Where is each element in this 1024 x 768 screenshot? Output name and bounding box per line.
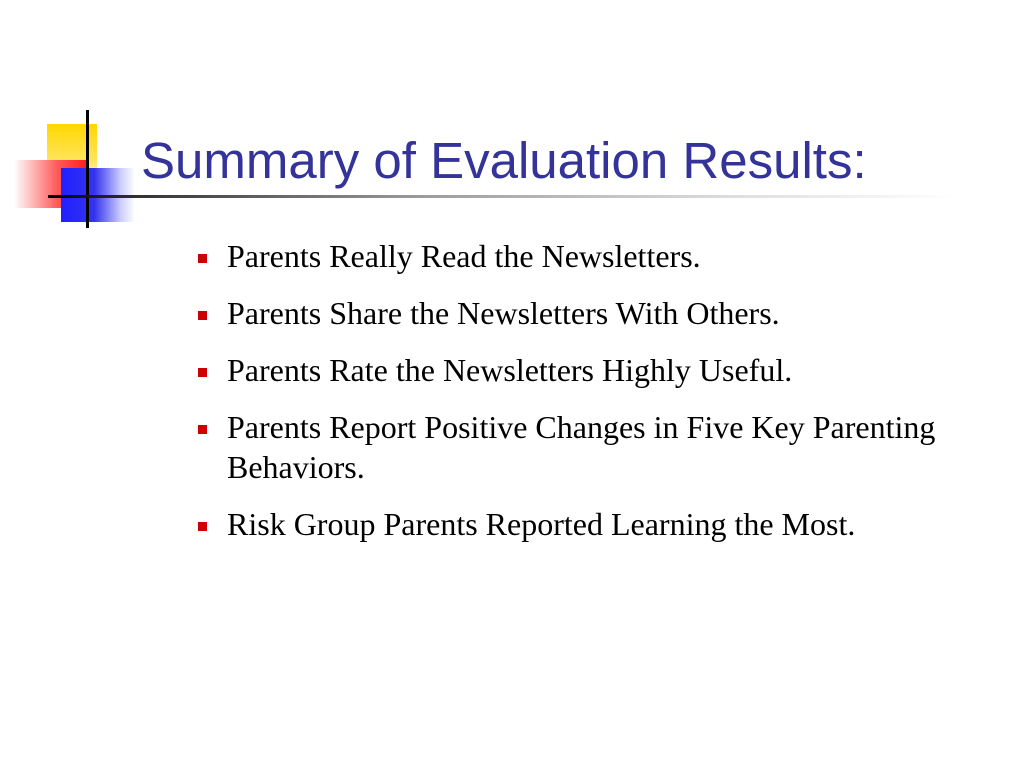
slide-title: Summary of Evaluation Results:: [141, 132, 867, 189]
bullet-text: Parents Report Positive Changes in Five Key Parenting Behaviors.: [227, 409, 936, 485]
bullet-item: [198, 293, 988, 333]
red-square-bullet-icon: [198, 368, 207, 377]
vertical-rule: [86, 110, 89, 228]
bullet-item: [198, 350, 988, 390]
bullet-item: [198, 407, 988, 487]
bullet-item: [198, 236, 988, 276]
red-square-bullet-icon: [198, 425, 207, 434]
title-underline-rule: [48, 195, 958, 198]
bullet-list: [198, 236, 988, 561]
bullet-text: Risk Group Parents Reported Learning the Most.: [227, 506, 856, 542]
red-square-bullet-icon: [198, 311, 207, 320]
bullet-text: Parents Really Read the Newsletters.: [227, 238, 701, 274]
bullet-item: [198, 504, 988, 544]
red-square-bullet-icon: [198, 522, 207, 531]
bullet-text: Parents Share the Newsletters With Others.: [227, 295, 780, 331]
bullet-text: Parents Rate the Newsletters Highly Useful.: [227, 352, 793, 388]
red-square-bullet-icon: [198, 254, 207, 263]
corner-decoration: [0, 0, 150, 240]
